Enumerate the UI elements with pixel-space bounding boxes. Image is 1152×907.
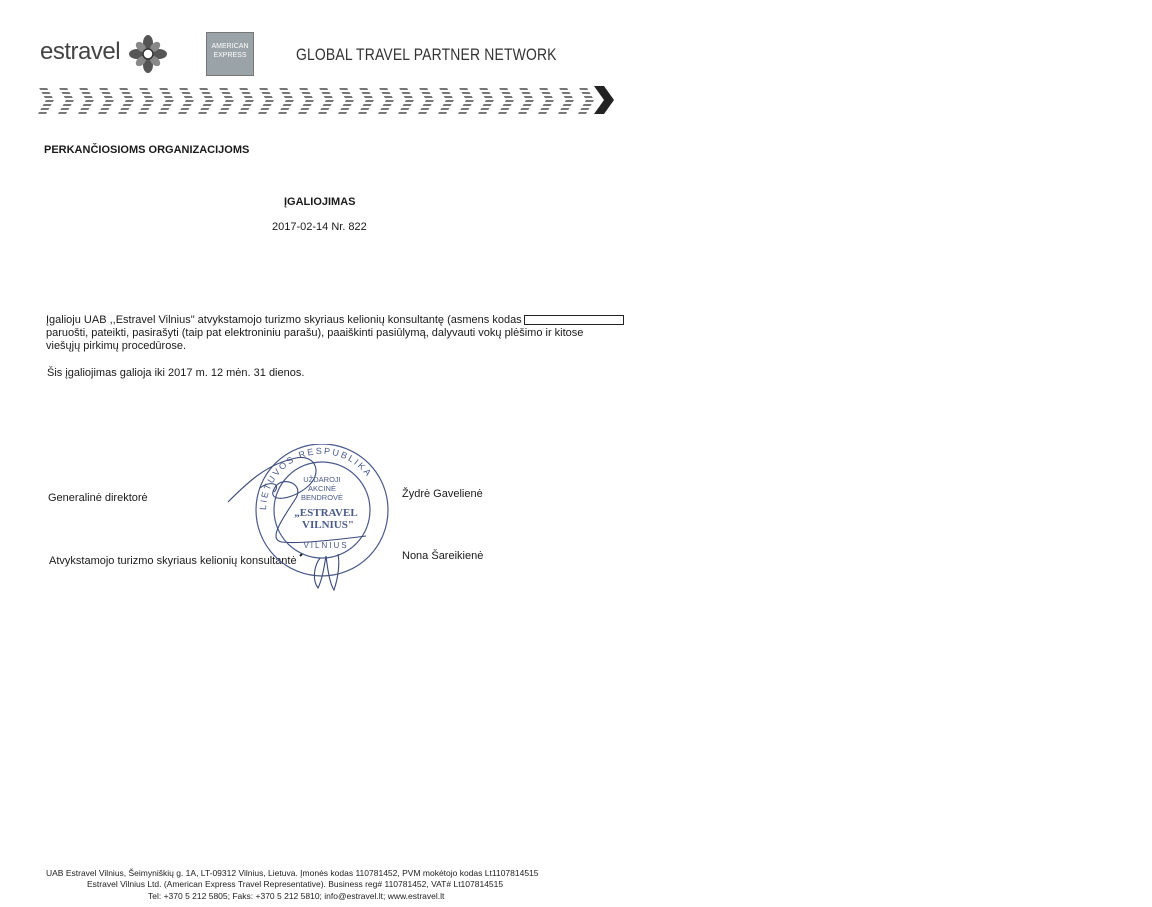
- banner-chevron: [498, 86, 514, 114]
- banner-chevron: [218, 86, 234, 114]
- estravel-logo-text: estravel: [40, 38, 121, 65]
- signatory-name-1: Žydrė Gavelienė: [402, 488, 483, 500]
- banner-chevron: [158, 86, 174, 114]
- banner-chevron: [478, 86, 494, 114]
- banner-chevron: [438, 86, 454, 114]
- signatory-role-1: Generalinė direktorė: [48, 492, 148, 504]
- stamp-name-2: VILNIUS": [302, 519, 354, 531]
- company-stamp-and-signatures: [226, 444, 406, 594]
- banner-chevron: [178, 86, 194, 114]
- amex-logo-text: AMERICAN EXPRESS: [211, 43, 249, 59]
- stamp-inner-2: AKCINĖ: [308, 484, 336, 493]
- banner-chevron: [38, 86, 54, 114]
- banner-chevron: [258, 86, 274, 114]
- banner-chevron: [378, 86, 394, 114]
- banner-chevron: [278, 86, 294, 114]
- stamp-ring-text: LIETUVOS RESPUBLIKA: [257, 445, 375, 511]
- banner-chevron: [298, 86, 314, 114]
- footer-line-3: Tel: +370 5 212 5805; Faks: +370 5 212 5810; info@estravel.lt; www.estravel.lt: [148, 891, 445, 901]
- signatory-role-2: Atvykstamojo turizmo skyriaus kelionių konsultantė: [49, 555, 297, 567]
- banner-chevron: [58, 86, 74, 114]
- banner-chevron: [238, 86, 254, 114]
- banner-chevron: [578, 86, 594, 114]
- estravel-flower-logo-icon: [128, 34, 168, 74]
- banner-chevron: [118, 86, 134, 114]
- document-title: ĮGALIOJIMAS: [284, 196, 356, 208]
- signatory-name-2: Nona Šareikienė: [402, 550, 484, 562]
- footer-line-1: UAB Estravel Vilnius, Šeimyniškių g. 1A, LT-09312 Vilnius, Lietuva. Įmonės kodas 110781452, PVM mokėtojo kodas Lt1107814515: [46, 868, 539, 878]
- stamp-inner-3: BENDROVĖ: [300, 493, 344, 502]
- redacted-personal-code: [524, 315, 624, 325]
- banner-chevron: [458, 86, 474, 114]
- banner-chevron: [538, 86, 554, 114]
- network-title: GLOBAL TRAVEL PARTNER NETWORK: [296, 45, 557, 64]
- validity-text: Šis įgaliojimas galioja iki 2017 m. 12 mėn. 31 dienos.: [47, 367, 305, 379]
- banner-chevron: [198, 86, 214, 114]
- banner-chevron: [78, 86, 94, 114]
- stamp-inner-1: UŽDAROJI: [303, 475, 341, 484]
- banner-chevron: [138, 86, 154, 114]
- body-line-3: viešųjų pirkimų procedūrose.: [46, 340, 187, 352]
- body-line-2: paruošti, pateikti, pasirašyti (taip pat elektroniniu parašu), paaiškinti pasiūlymą, dalyvauti vokų plėšimo ir kitose: [46, 327, 584, 339]
- stamp-name-1: „ESTRAVEL: [294, 507, 358, 519]
- chevron-banner: [38, 84, 614, 116]
- document-date-number: 2017-02-14 Nr. 822: [272, 221, 367, 233]
- banner-chevron: [518, 86, 534, 114]
- addressee: PERKANČIOSIOMS ORGANIZACIJOMS: [44, 144, 250, 156]
- banner-chevron: [398, 86, 414, 114]
- stamp-city: VILNIUS: [303, 541, 349, 550]
- banner-chevron: [558, 86, 574, 114]
- banner-chevron: [358, 86, 374, 114]
- body-line-1: Įgalioju UAB ,,Estravel Vilnius" atvykstamojo turizmo skyriaus kelionių konsultantę (asmens kodas: [46, 314, 626, 327]
- american-express-logo: [206, 32, 254, 76]
- banner-chevron: [98, 86, 114, 114]
- banner-chevron: [318, 86, 334, 114]
- footer-line-2: Estravel Vilnius Ltd. (American Express Travel Representative). Business reg# 110781452, VAT# Lt107814515: [87, 879, 504, 889]
- banner-chevron: [418, 86, 434, 114]
- banner-chevron: [338, 86, 354, 114]
- authorization-text: [46, 314, 626, 353]
